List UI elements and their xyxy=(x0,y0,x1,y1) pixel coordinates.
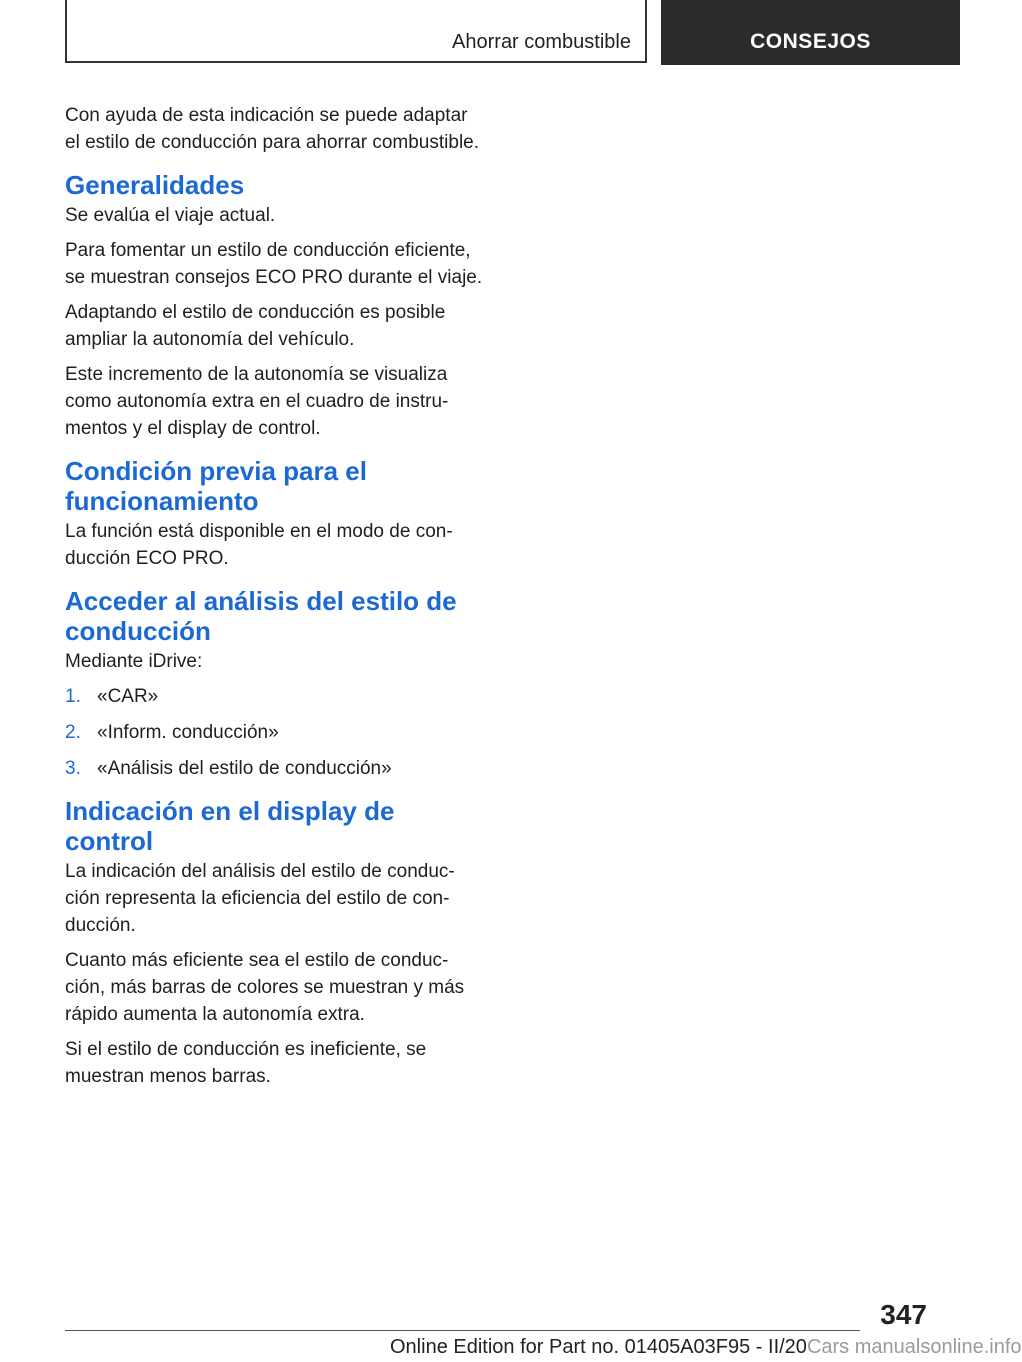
paragraph: Mediante iDrive: xyxy=(65,651,203,672)
step-text: «Inform. conducción» xyxy=(97,722,279,743)
paragraph: Adaptando el estilo de conducción es posible ampliar la autonomía del vehículo. xyxy=(65,302,446,350)
page-number: 347 xyxy=(880,1299,927,1330)
paragraph: La indicación del análisis del estilo de conduc‐ ción representa la eficiencia del estilo de con‐ ducción. xyxy=(65,861,455,936)
list-item xyxy=(65,755,485,782)
step-number: 3. xyxy=(65,758,81,779)
header-chapter-tab: CONSEJOS xyxy=(661,0,960,65)
paragraph: Se evalúa el viaje actual. xyxy=(65,205,276,226)
paragraph: La función está disponible en el modo de con‐ ducción ECO PRO. xyxy=(65,521,453,569)
section-heading-condicion-previa: Condición previa para el funcionamiento xyxy=(65,456,367,516)
section-heading-generalidades: Generalidades xyxy=(65,170,245,200)
list-item xyxy=(65,683,485,710)
paragraph: Este incremento de la autonomía se visualiza como autonomía extra en el cuadro de instru‐ mentos y el display de control. xyxy=(65,364,449,439)
footer-edition-line xyxy=(0,1334,1022,1360)
paragraph: Si el estilo de conducción es ineficiente, se muestran menos barras. xyxy=(65,1039,427,1087)
footer-watermark: Cars manualsonline.info xyxy=(806,1336,1022,1358)
paragraph: Cuanto más eficiente sea el estilo de conduc‐ ción, más barras de colores se muestran y más rápido aumenta la autonomía extra. xyxy=(65,950,465,1025)
paragraph: Para fomentar un estilo de conducción eficiente, se muestran consejos ECO PRO durante el viaje. xyxy=(65,240,483,288)
idrive-steps-list xyxy=(65,683,485,782)
step-text: «Análisis del estilo de conducción» xyxy=(97,758,392,779)
footer-divider xyxy=(65,1330,860,1331)
header-section-title: Ahorrar combustible xyxy=(452,31,631,53)
footer-edition: Online Edition for Part no. 01405A03F95 - II/20 xyxy=(390,1336,807,1358)
step-number: 2. xyxy=(65,722,81,743)
step-text: «CAR» xyxy=(97,686,159,707)
list-item xyxy=(65,719,485,746)
main-content xyxy=(65,102,485,1098)
section-heading-indicacion-display: Indicación en el display de control xyxy=(65,796,395,856)
header-frame xyxy=(65,0,647,63)
intro-paragraph: Con ayuda de esta indicación se puede adaptar el estilo de conducción para ahorrar combustible. xyxy=(65,105,480,153)
section-heading-acceder-analisis: Acceder al análisis del estilo de conducción xyxy=(65,586,457,646)
step-number: 1. xyxy=(65,686,81,707)
